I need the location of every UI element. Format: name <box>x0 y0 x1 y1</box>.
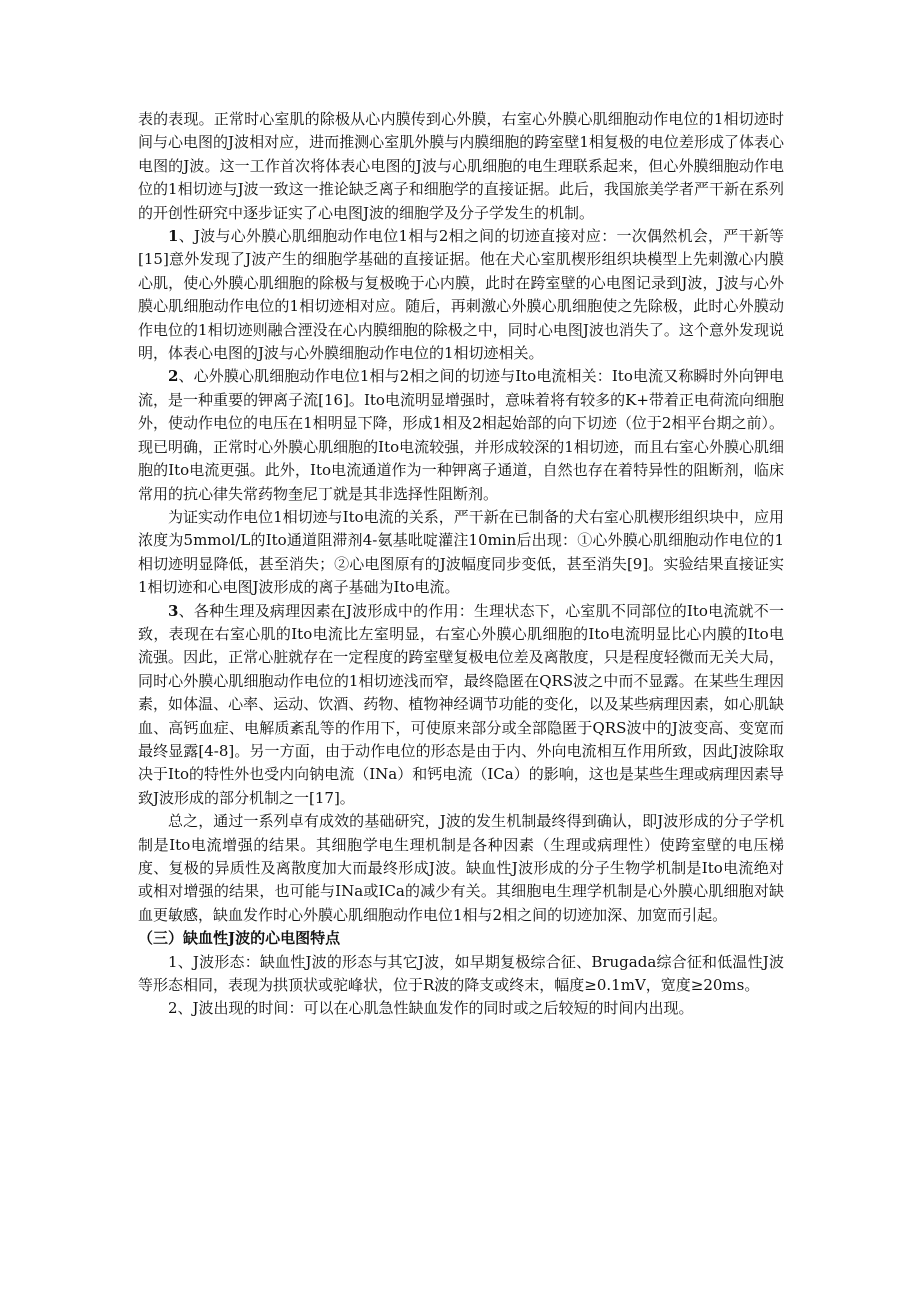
list-item-2: 2、J波出现的时间：可以在心肌急性缺血发作的同时或之后较短的时间内出现。 <box>168 999 694 1018</box>
point-1-number: 1 <box>168 227 179 246</box>
paragraph-point-1 <box>138 225 784 365</box>
list-item-1: 1、J波形态：缺血性J波的形态与其它J波，如早期复极综合征、Brugada综合征和低温性J波等形态相同，表现为拱顶状或驼峰状，位于R波的降支或终末，幅度≥0.1mV，宽度≥20ms。 <box>138 952 784 995</box>
paragraph-verification: 为证实动作电位1相切迹与Ito电流的关系，严干新在已制备的犬右室心肌楔形组织块中，应用浓度为5mmol/L的Ito通道阻滞剂4-氨基吡啶灌注10min后出现：①心外膜心肌细胞动作电位的1相切迹明显降低，甚至消失；②心电图原有的J波幅度同步变低，甚至消失[9]。实验结果直接证实1相切迹和心电图J波形成的离子基础为Ito电流。 <box>138 507 784 597</box>
point-1-text: 、J波与心外膜心肌细胞动作电位1相与2相之间的切迹直接对应：一次偶然机会，严干新等[15]意外发现了J波产生的细胞学基础的直接证据。他在犬心室肌楔形组织块模型上先刺激心内膜心肌，使心外膜心肌细胞的除极与复极晚于心内膜，此时在跨室壁的心电图记录到J波，J波与心外膜心肌细胞动作电位的1相切迹相对应。随后，再刺激心外膜心肌细胞使之先除极，此时心外膜动作电位的1相切迹则融合湮没在心内膜细胞的除极之中，同时心电图J波也消失了。这个意外发现说明，体表心电图的J波与心外膜细胞动作电位的1相切迹相关。 <box>138 227 784 363</box>
paragraph-intro: 表的表现。正常时心室肌的除极从心内膜传到心外膜，右室心外膜心肌细胞动作电位的1相切迹时间与心电图的J波相对应，进而推测心室肌外膜与内膜细胞的跨室壁1相复极的电位差形成了体表心电图的J波。这一工作首次将体表心电图的J波与心肌细胞的电生理联系起来，但心外膜细胞动作电位的1相切迹与J波一致这一推论缺乏离子和细胞学的直接证据。此后，我国旅美学者严干新在系列的开创性研究中逐步证实了心电图J波的细胞学及分子学发生的机制。 <box>138 110 784 222</box>
paragraph-point-2 <box>138 365 784 505</box>
paragraph-point-3 <box>138 600 784 811</box>
point-2-text: 、心外膜心肌细胞动作电位1相与2相之间的切迹与Ito电流相关：Ito电流又称瞬时外向钾电流，是一种重要的钾离子流[16]。Ito电流明显增强时，意味着将有较多的K+带着正电荷流向细胞外，使动作电位的电压在1相明显下降，形成1相及2相起始部的向下切迹（位于2相平台期之前）。现已明确，正常时心外膜心肌细胞的Ito电流较强，并形成较深的1相切迹，而且右室心外膜心肌细胞的Ito电流更强。此外，Ito电流通道作为一种钾离子通道，自然也存在着特异性的阻断剂，临床常用的抗心律失常药物奎尼丁就是其非选择性阻断剂。 <box>138 367 784 503</box>
point-3-text: 、各种生理及病理因素在J波形成中的作用：生理状态下，心室肌不同部位的Ito电流就不一致，表现在右室心肌的Ito电流比左室明显，右室心外膜心肌细胞的Ito电流明显比心内膜的Ito电流强。因此，正常心脏就存在一定程度的跨室壁复极电位差及离散度，只是程度轻微而无关大局，同时心外膜心肌细胞动作电位的1相切迹浅而窄，最终隐匿在QRS波之中而不显露。在某些生理因素，如体温、心率、运动、饮酒、药物、植物神经调节功能的变化，以及某些病理因素，如心肌缺血、高钙血症、电解质紊乱等的作用下，可使原来部分或全部隐匿于QRS波中的J波变高、变宽而最终显露[4-8]。另一方面，由于动作电位的形态是由于内、外向电流相互作用所致，因此J波除取决于Ito的特性外也受内向钠电流（INa）和钙电流（ICa）的影响，这也是某些生理或病理因素导致J波形成的部分机制之一[17]。 <box>138 601 784 807</box>
point-3-number: 3 <box>168 601 179 620</box>
document-body <box>138 108 784 1021</box>
paragraph-summary: 总之，通过一系列卓有成效的基础研究，J波的发生机制最终得到确认，即J波形成的分子学机制是Ito电流增强的结果。其细胞学电生理机制是各种因素（生理或病理性）使跨室壁的电压梯度、复极的异质性及离散度加大而最终形成J波。缺血性J波形成的分子生物学机制是Ito电流绝对或相对增强的结果，也可能与INa或ICa的减少有关。其细胞电生理学机制是心外膜心肌细胞对缺血更敏感，缺血发作时心外膜心肌细胞动作电位1相与2相之间的切迹加深、加宽而引起。 <box>138 812 784 924</box>
section-heading: （三）缺血性J波的心电图特点 <box>138 929 341 948</box>
point-2-number: 2 <box>168 367 179 386</box>
